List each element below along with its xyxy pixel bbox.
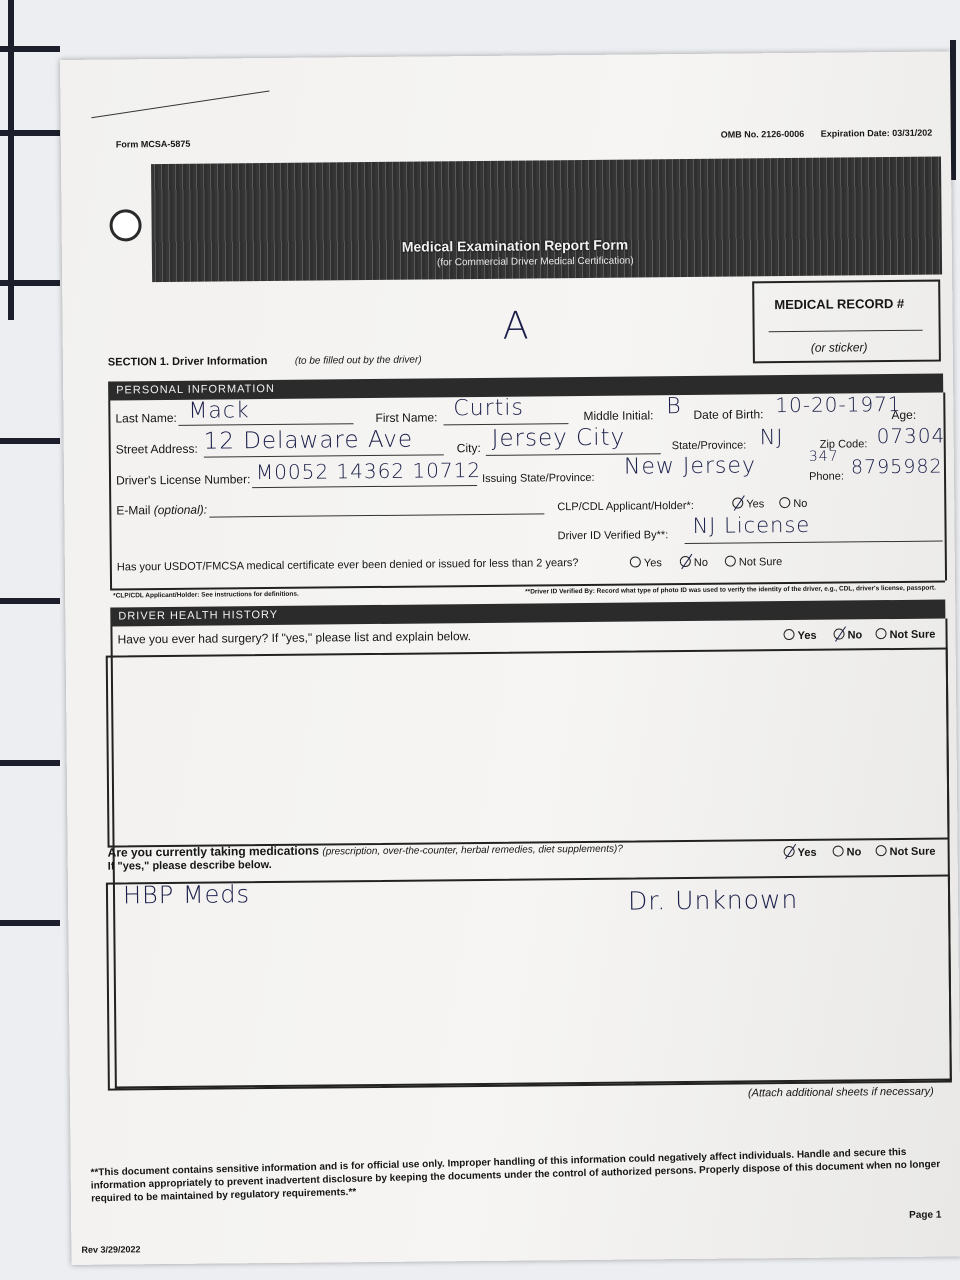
personal-info-bar: PERSONAL INFORMATION xyxy=(108,374,943,401)
last-name-value[interactable]: Mack xyxy=(188,398,250,424)
meds-yes-radio[interactable] xyxy=(784,846,795,857)
issuing-label: Issuing State/Province: xyxy=(481,471,595,485)
middle-initial-label: Middle Initial: xyxy=(583,408,654,423)
clp-yes-text: Yes xyxy=(746,498,765,511)
middle-initial-value[interactable]: B xyxy=(666,394,682,420)
surgery-yes[interactable] xyxy=(783,629,816,642)
clp-yes[interactable] xyxy=(732,497,764,510)
meds-question-text: Are you currently taking medications xyxy=(107,843,320,860)
email-optional-text: (optional): xyxy=(153,502,208,518)
verified-value[interactable]: NJ License xyxy=(692,512,811,538)
attach-note: (Attach additional sheets if necessary) xyxy=(747,1085,934,1100)
clp-no[interactable] xyxy=(779,497,807,510)
usdot-not-sure-radio[interactable] xyxy=(725,556,736,567)
dob-label: Date of Birth: xyxy=(693,407,764,422)
clp-label: CLP/CDL Applicant/Holder*: xyxy=(557,499,694,514)
first-name-value[interactable]: Curtis xyxy=(453,395,525,422)
surgery-no-radio[interactable] xyxy=(833,628,844,639)
phone-value-top[interactable]: 347 xyxy=(808,448,839,465)
section1-heading: SECTION 1. Driver Information xyxy=(107,355,268,369)
meds-not-sure-text: Not Sure xyxy=(889,845,936,859)
meds-no-radio[interactable] xyxy=(833,846,844,857)
omb-number: OMB No. 2126-0006 xyxy=(720,128,805,140)
email-label-text: E-Mail xyxy=(116,503,151,518)
health-history-bar: DRIVER HEALTH HISTORY xyxy=(110,600,945,627)
state-value[interactable]: NJ xyxy=(759,425,784,450)
usdot-not-sure[interactable] xyxy=(725,555,783,569)
meds-question-line2: If "yes," please describe below. xyxy=(107,859,272,873)
license-value[interactable]: M0052 14362 10712 xyxy=(255,457,482,485)
usdot-yes-radio[interactable] xyxy=(630,556,641,567)
meds-answer[interactable]: HBP Meds xyxy=(122,880,251,910)
meds-yes[interactable] xyxy=(784,846,817,859)
meds-no-text: No xyxy=(846,846,862,859)
zip-value[interactable]: 07304 xyxy=(876,423,946,449)
issuing-value[interactable]: New Jersey xyxy=(623,453,757,480)
city-label: City: xyxy=(456,440,481,456)
phone-label: Phone: xyxy=(808,470,844,483)
dob-value[interactable]: 10-20-1971 xyxy=(775,391,902,418)
last-name-label: Last Name: xyxy=(115,410,177,426)
surgery-question: Have you ever had surgery? If "yes," please list and explain below. xyxy=(117,629,472,647)
surgery-not-sure-text: Not Sure xyxy=(889,628,936,642)
section1-note: (to be filled out by the driver) xyxy=(294,354,422,367)
state-label: State/Province: xyxy=(671,439,747,453)
clp-yes-radio[interactable] xyxy=(732,497,743,508)
first-name-label: First Name: xyxy=(375,410,438,425)
dot-seal-icon xyxy=(109,209,141,241)
medical-record-label: MEDICAL RECORD # xyxy=(774,295,905,313)
confidentiality-notice: **This document contains sensitive information and is for official use only. Improper handling of this information could negatively affect individuals. Handle and secure this information appropriately to prevent inadvertent disclosure by keeping the documents under the control of authorized persons. Properly dispose of this document when no longer required to be maintained by regulatory requirements.** xyxy=(90,1146,941,1205)
city-value[interactable]: Jersey City xyxy=(491,424,626,452)
meds-yes-text: Yes xyxy=(797,846,817,859)
form-id: Form MCSA-5875 xyxy=(115,138,191,150)
medical-record-line xyxy=(769,330,923,332)
usdot-no-radio[interactable] xyxy=(680,556,691,567)
revision-date: Rev 3/29/2022 xyxy=(81,1244,141,1255)
verified-label: Driver ID Verified By**: xyxy=(557,529,669,543)
surgery-not-sure-radio[interactable] xyxy=(875,628,886,639)
surgery-no[interactable] xyxy=(833,628,862,641)
footnote-id: **Driver ID Verified By: Record what type of photo ID was used to verify the identity of the driver, e.g., CDL, driver's license, passport. xyxy=(525,584,936,596)
expiration-date: Expiration Date: 03/31/202 xyxy=(820,127,933,139)
street-label: Street Address: xyxy=(115,441,198,457)
license-label: Driver's License Number: xyxy=(115,472,251,488)
usdot-yes-text: Yes xyxy=(643,557,662,570)
usdot-no-text: No xyxy=(693,556,708,569)
usdot-not-sure-text: Not Sure xyxy=(738,556,783,569)
email-label xyxy=(116,503,207,518)
age-label: Age: xyxy=(891,407,917,423)
usdot-no[interactable] xyxy=(680,556,708,569)
phone-value[interactable]: 8795982 xyxy=(850,455,943,479)
clp-no-text: No xyxy=(793,497,808,510)
medical-record-hint: (or sticker) xyxy=(810,340,868,355)
meds-not-sure[interactable] xyxy=(876,845,936,859)
usdot-yes[interactable] xyxy=(630,556,662,569)
handwritten-mark: A xyxy=(502,303,530,348)
form-page xyxy=(60,51,960,1264)
surgery-yes-radio[interactable] xyxy=(783,629,794,640)
zip-label: Zip Code: xyxy=(819,438,868,451)
meds-not-sure-radio[interactable] xyxy=(876,845,887,856)
footnote-clp: *CLP/CDL Applicant/Holder: See instructions for definitions. xyxy=(113,590,299,600)
meds-no[interactable] xyxy=(833,845,862,858)
surgery-answer-box[interactable] xyxy=(106,648,950,848)
clp-no-radio[interactable] xyxy=(779,497,790,508)
form-title: Medical Examination Report Form xyxy=(401,236,629,255)
page-number: Page 1 xyxy=(909,1209,942,1221)
surgery-not-sure[interactable] xyxy=(875,628,935,642)
meds-question-note: (prescription, over-the-counter, herbal remedies, diet supplements)? xyxy=(322,843,623,858)
form-subtitle: (for Commercial Driver Medical Certification) xyxy=(436,255,634,269)
surgery-yes-text: Yes xyxy=(797,629,817,642)
usdot-question: Has your USDOT/FMCSA medical certificate ever been denied or issued for less than 2 years? xyxy=(116,557,579,574)
medical-record-box xyxy=(752,280,941,364)
surgery-no-text: No xyxy=(847,629,863,642)
pen-stroke xyxy=(91,90,269,118)
street-value[interactable]: 12 Delaware Ave xyxy=(203,426,414,455)
meds-doctor[interactable]: Dr. Unknown xyxy=(627,884,799,916)
